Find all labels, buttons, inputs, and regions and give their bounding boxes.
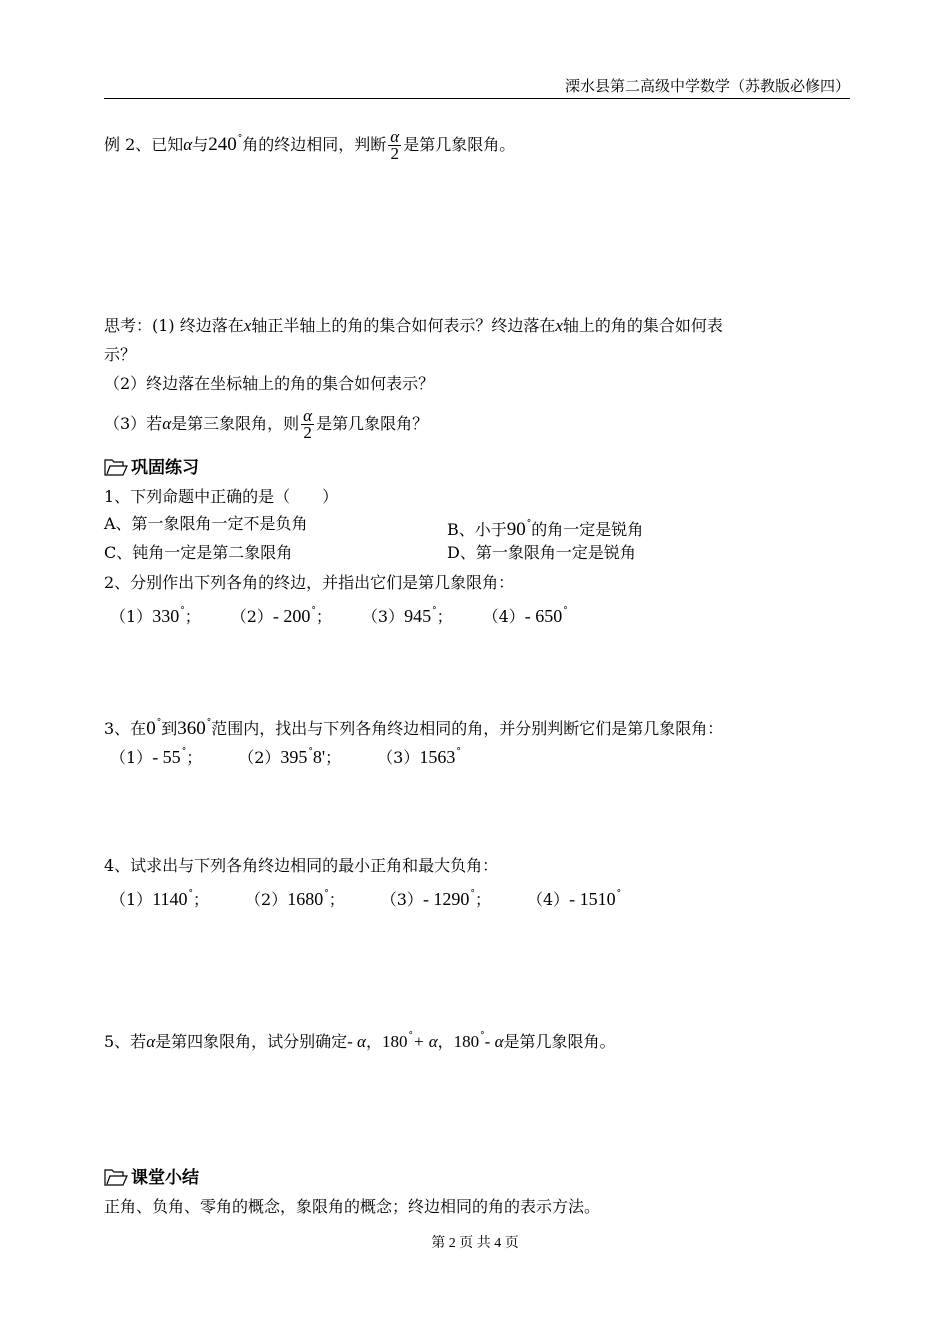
fraction (301, 408, 314, 441)
think-line-3: （2）终边落在坐标轴上的角的集合如何表示？ (104, 374, 435, 393)
degree-symbol: ° (180, 606, 185, 616)
text: 是第几象限角。 (503, 1032, 616, 1051)
angle-item (377, 741, 461, 769)
angle-value: 180 (453, 1032, 480, 1051)
option-b (447, 513, 643, 541)
question-4-items (110, 883, 657, 911)
item-label: （2） (230, 607, 273, 626)
text: ， (365, 1032, 382, 1051)
angle-item (245, 883, 345, 911)
item-label: （2） (238, 748, 281, 767)
separator: ； (315, 607, 332, 626)
angle-item (362, 600, 453, 628)
fraction (388, 129, 401, 162)
text: 是第几象限角？ (316, 414, 429, 433)
angle-value: - 650 (524, 606, 563, 626)
text: 是第三象限角，则 (171, 414, 300, 433)
alpha-symbol: α (146, 1032, 156, 1051)
degree-symbol: ° (311, 606, 316, 616)
degree-symbol: ° (156, 718, 162, 728)
question-3 (104, 712, 723, 740)
degree-symbol: ° (480, 1031, 485, 1041)
item-label: （1） (110, 890, 153, 909)
section-title: 巩固练习 (131, 458, 199, 478)
degree-symbol: ° (181, 747, 187, 757)
question-2: 2、分别作出下列各角的终边，并指出它们是第几象限角： (104, 573, 515, 592)
angle-value: - 200 (272, 606, 311, 626)
think-line-4 (104, 408, 428, 441)
angle-value: 240 (208, 134, 237, 155)
degree-symbol: ° (408, 1031, 413, 1041)
degree-symbol: ° (432, 606, 437, 616)
text: 3、在 (104, 719, 147, 738)
item-label: （3） (361, 607, 405, 626)
item-label: （1） (110, 607, 153, 626)
item-label: （4） (526, 890, 570, 909)
practice-heading (104, 457, 199, 482)
angle-value: 330 (152, 606, 180, 626)
example-2 (104, 128, 515, 162)
text: （3）若 (104, 414, 163, 433)
angle-value: 180 (382, 1032, 408, 1051)
summary-text: 正角、负角、零角的概念，象限角的概念；终边相同的角的表示方法。 (104, 1197, 601, 1216)
degree-symbol: ° (470, 889, 475, 899)
angle-value: 1140 (152, 889, 188, 909)
angle-item (527, 883, 621, 911)
degree-symbol: ° (206, 718, 212, 728)
text: 范围内，找出与下列各角终边相同的角，并分别判断它们是第几象限角： (211, 719, 724, 738)
item-label: （3） (377, 748, 420, 767)
angle-item (110, 883, 209, 911)
fraction-numerator: α (390, 127, 400, 146)
degree-symbol: ° (324, 889, 329, 899)
question-3-items (110, 741, 497, 769)
text: 与 (192, 135, 209, 154)
angle-value: - 1510 (569, 889, 616, 909)
expression-minus-alpha: - α (484, 1032, 504, 1051)
option-c: C、钝角一定是第二象限角 (104, 543, 293, 562)
separator: ； (186, 748, 203, 767)
degree-symbol: ° (456, 747, 461, 757)
text: 轴上的角的集合如何表 (562, 316, 723, 335)
angle-value: 1563 (419, 747, 456, 767)
degree-symbol: ° (616, 889, 622, 899)
text: 是第四象限角，试分别确定 (155, 1032, 348, 1051)
text: 思考：(1) 终边落在 (104, 316, 244, 335)
degree-symbol: ° (237, 134, 243, 144)
page-header: 溧水县第二高级中学数学（苏教版必修四） (104, 74, 850, 99)
think-line-1 (104, 315, 723, 337)
text: 的角一定是锐角 (531, 520, 644, 539)
degree-symbol: ° (308, 747, 313, 757)
item-label: （2） (245, 890, 288, 909)
question-5 (104, 1025, 616, 1053)
alpha-symbol: α (162, 414, 172, 433)
text: ， (437, 1032, 454, 1051)
separator: ； (193, 890, 210, 909)
angle-value: 0 (146, 718, 156, 739)
option-d: D、第一象限角一定是锐角 (447, 543, 636, 562)
page-footer: 第 2 页 共 4 页 (431, 1236, 519, 1251)
angle-value: 395 (280, 747, 308, 767)
degree-symbol: ° (526, 519, 532, 529)
separator: ； (184, 607, 201, 626)
text: B、小于 (447, 520, 507, 539)
degree-symbol: ° (188, 889, 194, 899)
angle-value: - 55 (152, 747, 181, 767)
angle-value: 1680 (287, 889, 324, 909)
angle-item (110, 741, 202, 769)
question-4: 4、试求出与下列各角终边相同的最小正角和最大负角： (104, 856, 499, 875)
x-symbol: x (243, 316, 252, 335)
angle-item (483, 600, 568, 628)
option-a: A、第一象限角一定不是负角 (104, 514, 308, 533)
text: 角的终边相同，判断 (242, 135, 387, 154)
think-line-2: 示？ (104, 345, 137, 364)
angle-item (231, 600, 332, 628)
angle-minutes: 8' (312, 747, 326, 767)
text: 到 (161, 719, 178, 738)
alpha-symbol: α (183, 135, 193, 154)
text: 是第几象限角。 (403, 135, 516, 154)
fraction-denominator: 2 (303, 423, 312, 442)
item-label: （4） (482, 607, 525, 626)
fraction-denominator: 2 (390, 144, 399, 163)
angle-value: 360 (177, 718, 206, 739)
section-title: 课堂小结 (131, 1168, 199, 1188)
folder-open-icon (104, 459, 128, 482)
fraction-numerator: α (303, 406, 313, 425)
separator: ； (436, 607, 453, 626)
text: 5、若 (104, 1032, 147, 1051)
angle-item (238, 741, 341, 769)
text: 例 2、已知 (104, 135, 184, 154)
question-1: 1、下列命题中正确的是（ ） (104, 487, 339, 506)
item-label: （3） (380, 890, 423, 909)
x-symbol: x (555, 316, 563, 335)
item-label: （1） (110, 748, 153, 767)
expression-neg-alpha: - α (347, 1032, 366, 1051)
separator: ； (325, 748, 342, 767)
angle-value: 90 (506, 519, 526, 540)
summary-heading (104, 1167, 199, 1192)
angle-item (381, 883, 491, 911)
text: 轴正半轴上的角的集合如何表示？终边落在 (251, 316, 556, 335)
angle-value: - 1290 (422, 889, 470, 909)
question-2-items (110, 600, 598, 628)
folder-open-icon (104, 1169, 128, 1192)
angle-item (110, 600, 201, 628)
expression-plus-alpha: + α (413, 1032, 438, 1051)
separator: ； (474, 890, 491, 909)
separator: ； (328, 890, 345, 909)
angle-value: 945 (404, 606, 432, 626)
degree-symbol: ° (563, 606, 568, 616)
